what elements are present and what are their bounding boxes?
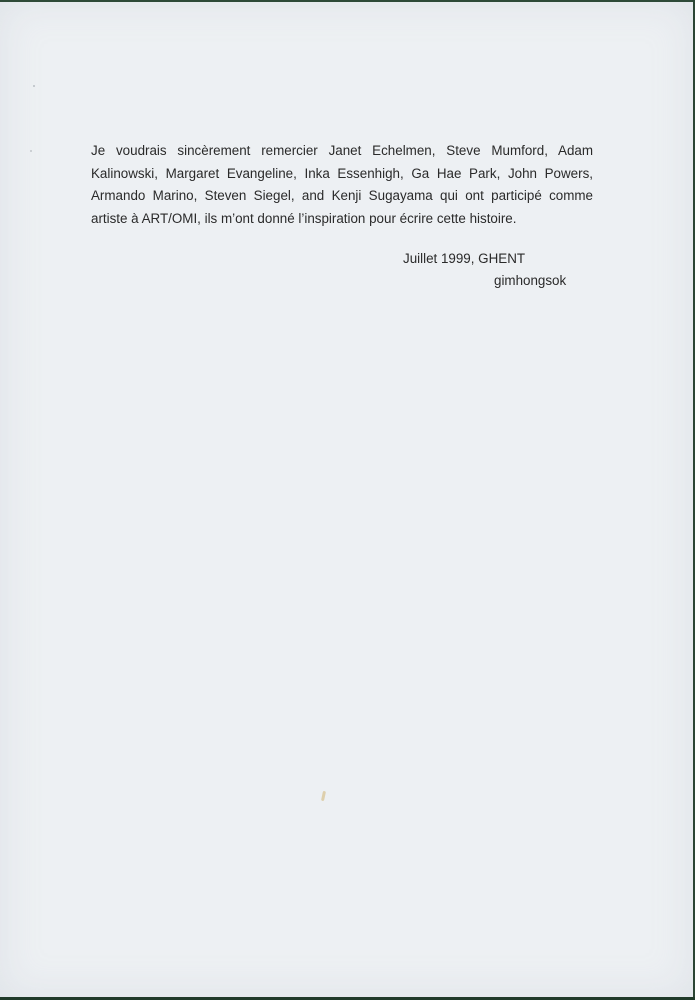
- author-signature: gimhongsok: [494, 273, 567, 288]
- paper-stain: [321, 791, 326, 801]
- acknowledgement-paragraph: Je voudrais sincèrement remercier Janet Echelmen, Steve Mumford, Adam Kalinowski, Margaret Evangeline, Inka Essenhigh, Ga Hae Park, John Powers, Armando Marino, Steven Siegel, and Kenji Sugayama qui ont participé comme artiste à ART/OMI, ils m’ont donné l’inspiration pour écrire cette histoire.: [91, 143, 593, 226]
- paper-speck: [30, 150, 32, 152]
- place-date-line: Juillet 1999, GHENT: [403, 251, 526, 266]
- paper-speck: [33, 85, 35, 87]
- scan-edge-top: [0, 0, 695, 2]
